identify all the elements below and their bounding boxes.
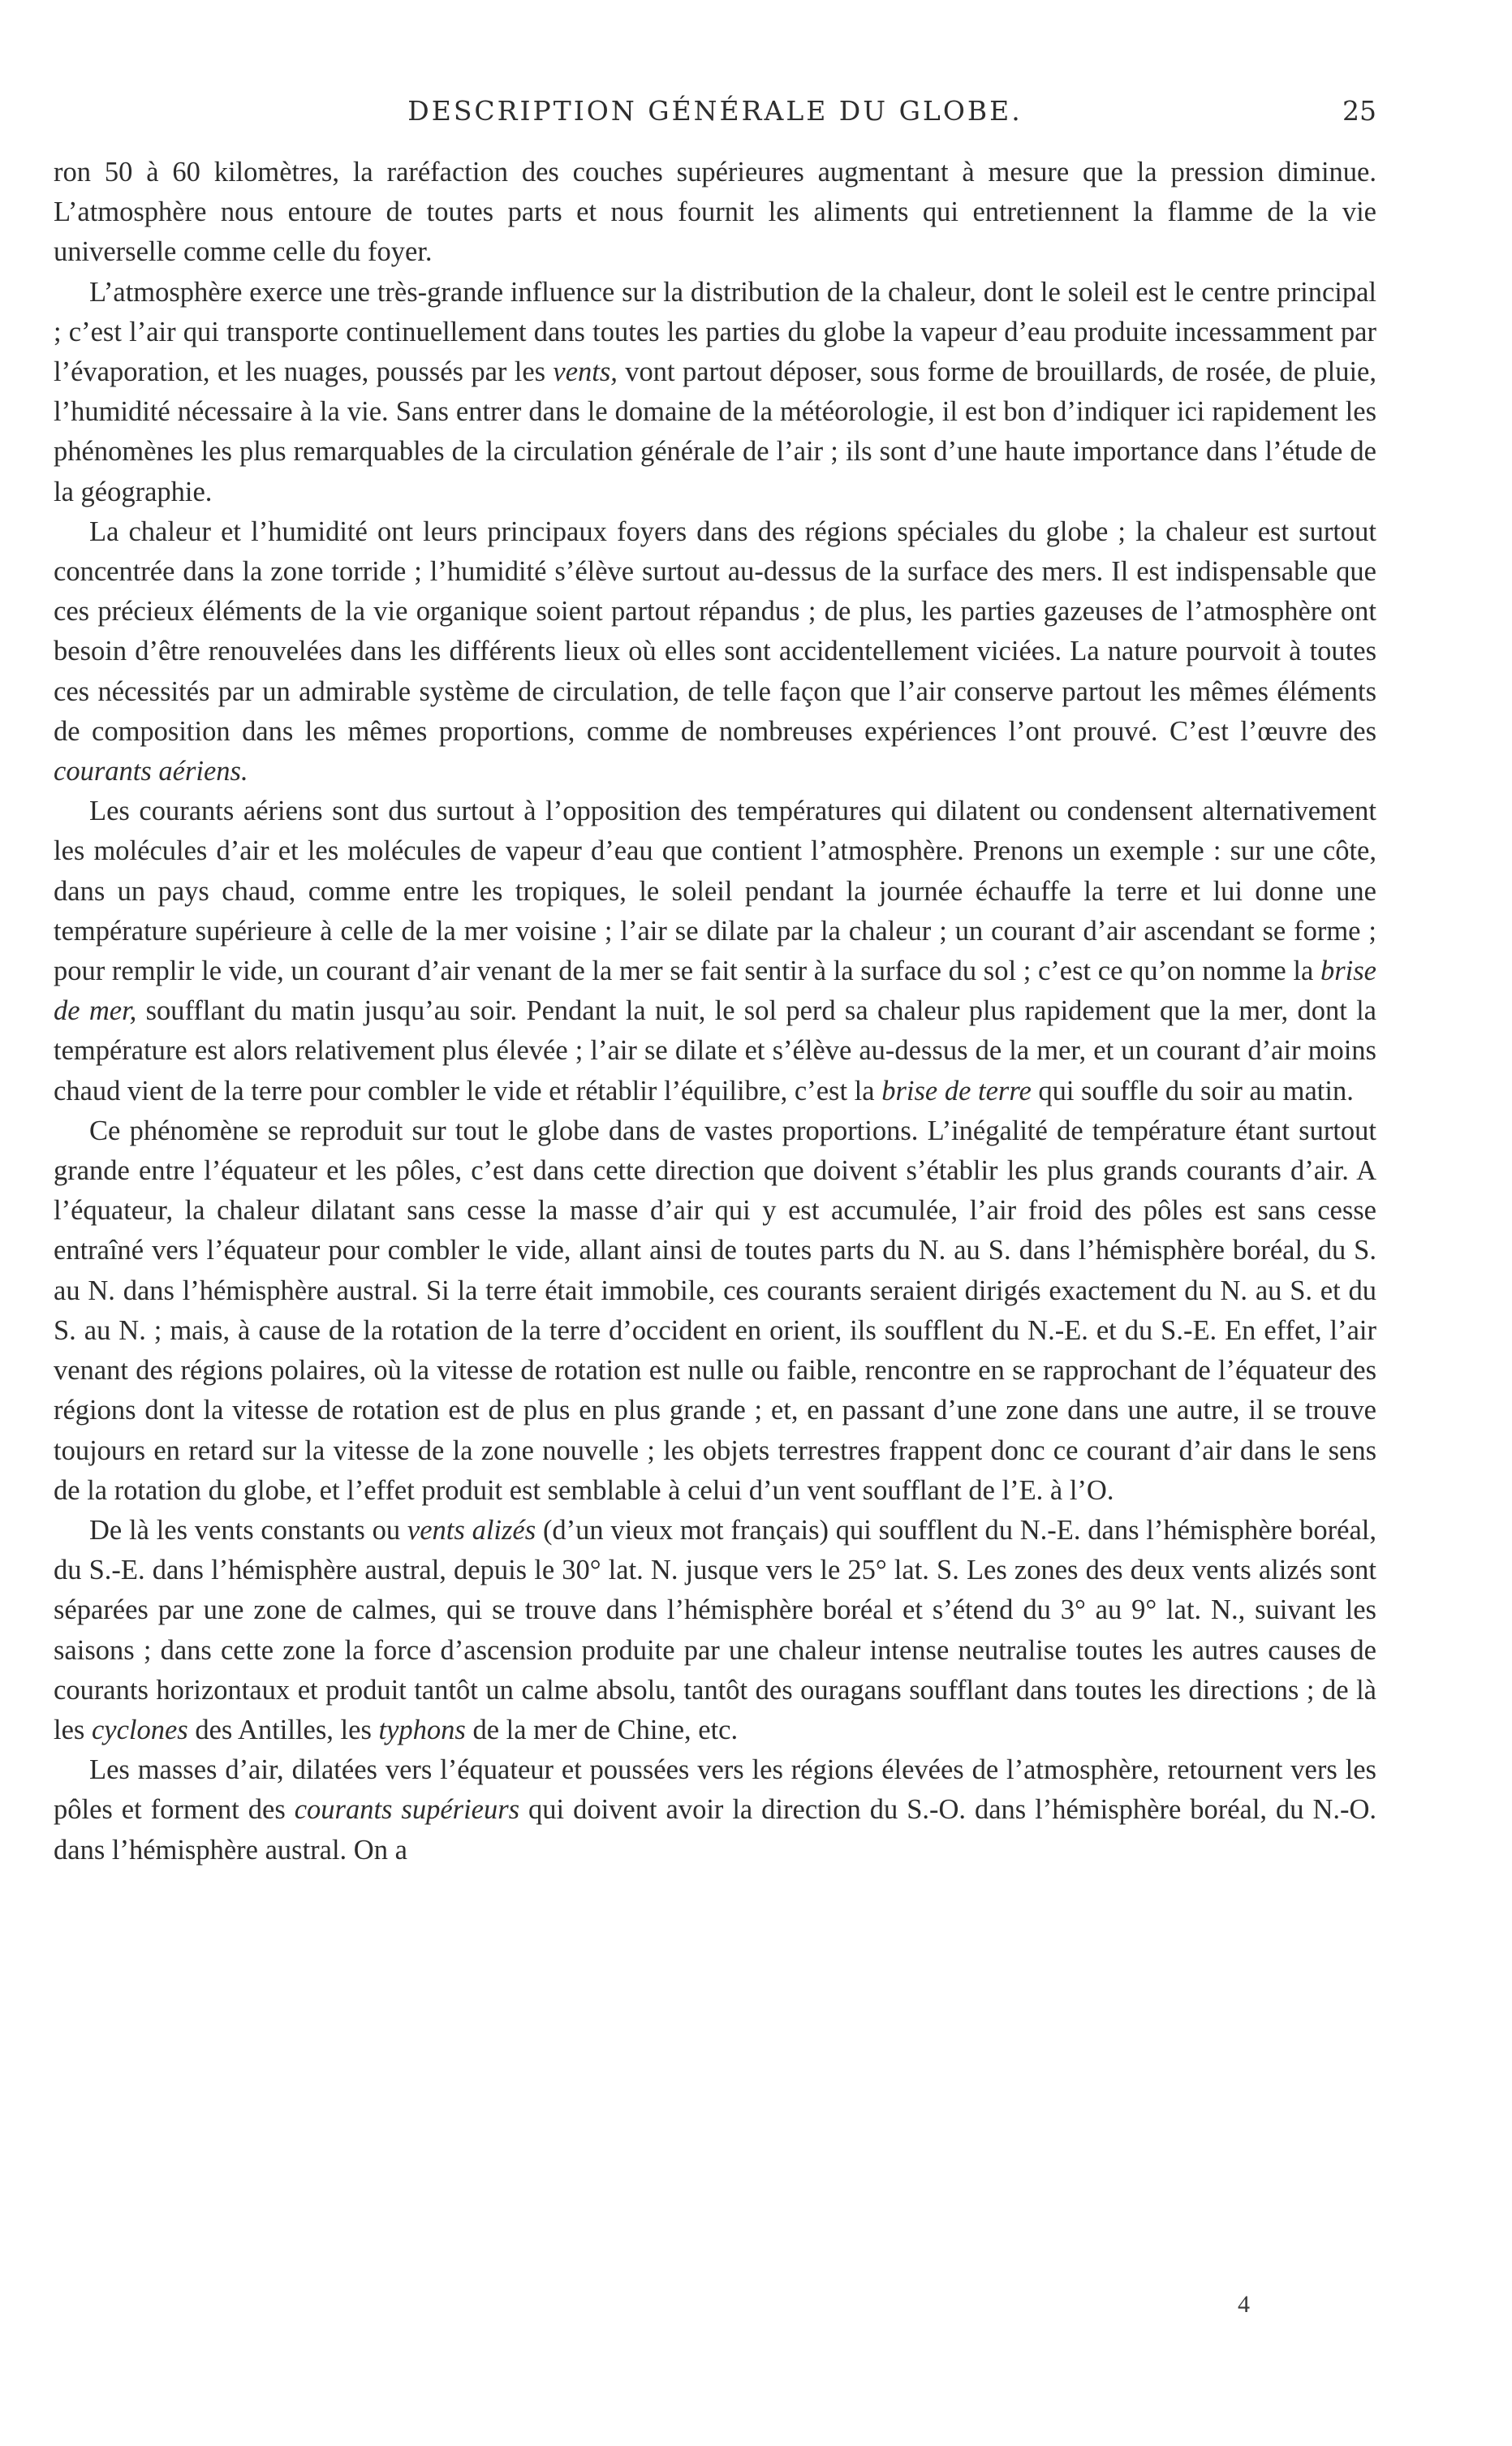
running-title: DESCRIPTION GÉNÉRALE DU GLOBE. <box>407 95 1023 127</box>
paragraph <box>54 792 1376 1111</box>
paragraph <box>54 1111 1376 1511</box>
text-run: Les masses d’air, dilatées vers l’équateur et poussées vers les régions élevées de l’atmosphère, retournent vers les pôles et forment des <box>54 1754 1376 1826</box>
text-run: soufflant du matin jusqu’au soir. Pendant la nuit, le sol perd sa chaleur plus rapidement que la mer, dont la température est alors relativement plus élevée ; l’air se dilate et s’élève au-dessus de la mer, et un courant d’air moins chaud vient de la terre pour combler le vide et rétablir l’équilibre, c’est la <box>54 995 1376 1107</box>
italic-term: courants supérieurs <box>294 1794 520 1826</box>
text-run: De là les vents constants ou <box>89 1514 407 1546</box>
text-run: qui souffle du soir au matin. <box>1031 1075 1354 1107</box>
text-run: de la mer de Chine, etc. <box>465 1714 739 1745</box>
italic-term: vents alizés <box>407 1514 536 1546</box>
paragraph <box>54 1750 1376 1870</box>
text-run: des Antilles, les <box>187 1714 379 1745</box>
signature-mark: 4 <box>1238 2291 1250 2318</box>
italic-term: brise de terre <box>881 1075 1032 1107</box>
running-head <box>54 91 1376 132</box>
text-run: ron 50 à 60 kilomètres, la raréfaction des couches supérieures augmentant à mesure que la pression diminue. L’atmosphère nous entoure de toutes parts et nous fournit les aliments qui entretiennent la flamme de la vie universelle comme celle du foyer. <box>54 157 1376 268</box>
paragraph <box>54 153 1376 273</box>
body-text <box>54 153 1376 1870</box>
italic-term: courants aériens. <box>54 756 248 787</box>
page-number: 25 <box>1342 95 1376 127</box>
italic-term: brise de mer, <box>54 956 1376 1027</box>
text-run: Ce phénomène se reproduit sur tout le globe dans de vastes proportions. L’inégalité de température étant surtout grande entre l’équateur et les pôles, c’est dans cette direction que doivent s’établir les plus grands courants d’air. A l’équateur, la chaleur dilatant sans cesse la masse d’air qui y est accumulée, l’air froid des pôles est sans cesse entraîné vers l’équateur pour combler le vide, allant ainsi de toutes parts du N. au S. dans l’hémisphère boréal, du S. au N. dans l’hémisphère austral. Si la terre était immobile, ces courants seraient dirigés exactement du N. au S. et du S. au N. ; mais, à cause de la rotation de la terre d’occident en orient, ils soufflent du N.-E. et du S.-E. En effet, l’air venant des régions polaires, où la vitesse de rotation est nulle ou faible, rencontre en se rapprochant de l’équateur des régions dont la vitesse de rotation est de plus en plus grande ; et, en passant d’une zone dans une autre, il se trouve toujours en retard sur la vitesse de la zone nouvelle ; les objets terrestres frappent donc ce courant d’air dans le sens de la rotation du globe, et l’effet produit est semblable à celui d’un vent soufflant de l’E. à l’O. <box>54 1115 1376 1506</box>
paragraph <box>54 1511 1376 1750</box>
italic-term: cyclones <box>91 1714 188 1745</box>
text-run: vont partout déposer, sous forme de brouillards, de rosée, de pluie, l’humidité nécessaire à la vie. Sans entrer dans le domaine de la météorologie, il est bon d’indiquer ici rapidement les phénomènes les plus remarquables de la circulation générale de l’air ; ils sont d’une haute importance dans l’étude de la géographie. <box>54 356 1376 507</box>
paragraph <box>54 273 1376 512</box>
text-run: L’atmosphère exerce une très-grande influence sur la distribution de la chaleur, dont le soleil est le centre principal ; c’est l’air qui transporte continuellement dans toutes les parties du globe la vapeur d’eau produite incessamment par l’évaporation, et les nuages, poussés par les <box>54 276 1376 388</box>
italic-term: typhons <box>378 1714 466 1745</box>
text-run: qui doivent avoir la direction du S.-O. dans l’hémisphère boréal, du N.-O. dans l’hémisphère austral. On a <box>54 1794 1377 1866</box>
text-run: La chaleur et l’humidité ont leurs principaux foyers dans des régions spéciales du globe ; la chaleur est surtout concentrée dans la zone torride ; l’humidité s’élève surtout au-dessus de la surface des mers. Il est indispensable que ces précieux éléments de la vie organique soient partout répandus ; de plus, les parties gazeuses de l’atmosphère ont besoin d’être renouvelées dans les différents lieux où elles sont accidentellement viciées. La nature pourvoit à toutes ces nécessités par un admirable système de circulation, de telle façon que l’air conserve partout les mêmes éléments de composition dans les mêmes proportions, comme de nombreuses expériences l’ont prouvé. C’est l’œuvre des <box>54 516 1376 747</box>
text-run: Les courants aériens sont dus surtout à l’opposition des températures qui dilatent ou condensent alternativement les molécules d’air et les molécules de vapeur d’eau que contient l’atmosphère. Prenons un exemple : sur une côte, dans un pays chaud, comme entre les tropiques, le soleil pendant la journée échauffe la terre et lui donne une température supérieure à celle de la mer voisine ; l’air se dilate par la chaleur ; un courant d’air ascendant se forme ; pour remplir le vide, un courant d’air venant de la mer se fait sentir à la surface du sol ; c’est ce qu’on nomme la <box>54 796 1376 987</box>
italic-term: vents, <box>553 356 618 388</box>
text-run: (d’un vieux mot français) qui soufflent du N.-E. dans l’hémisphère boréal, du S.-E. dans l’hémisphère austral, depuis le 30° lat. N. jusque vers le 25° lat. S. Les zones des deux vents alizés sont séparées par une zone de calmes, qui se trouve dans l’hémisphère boréal et s’étend du 3° au 9° lat. N., suivant les saisons ; dans cette zone la force d’ascension produite par une chaleur intense neutralise toutes les autres causes de courants horizontaux et produit tantôt un calme absolu, tantôt des ouragans soufflant dans toutes les directions ; de là les <box>54 1514 1376 1745</box>
paragraph <box>54 512 1376 792</box>
